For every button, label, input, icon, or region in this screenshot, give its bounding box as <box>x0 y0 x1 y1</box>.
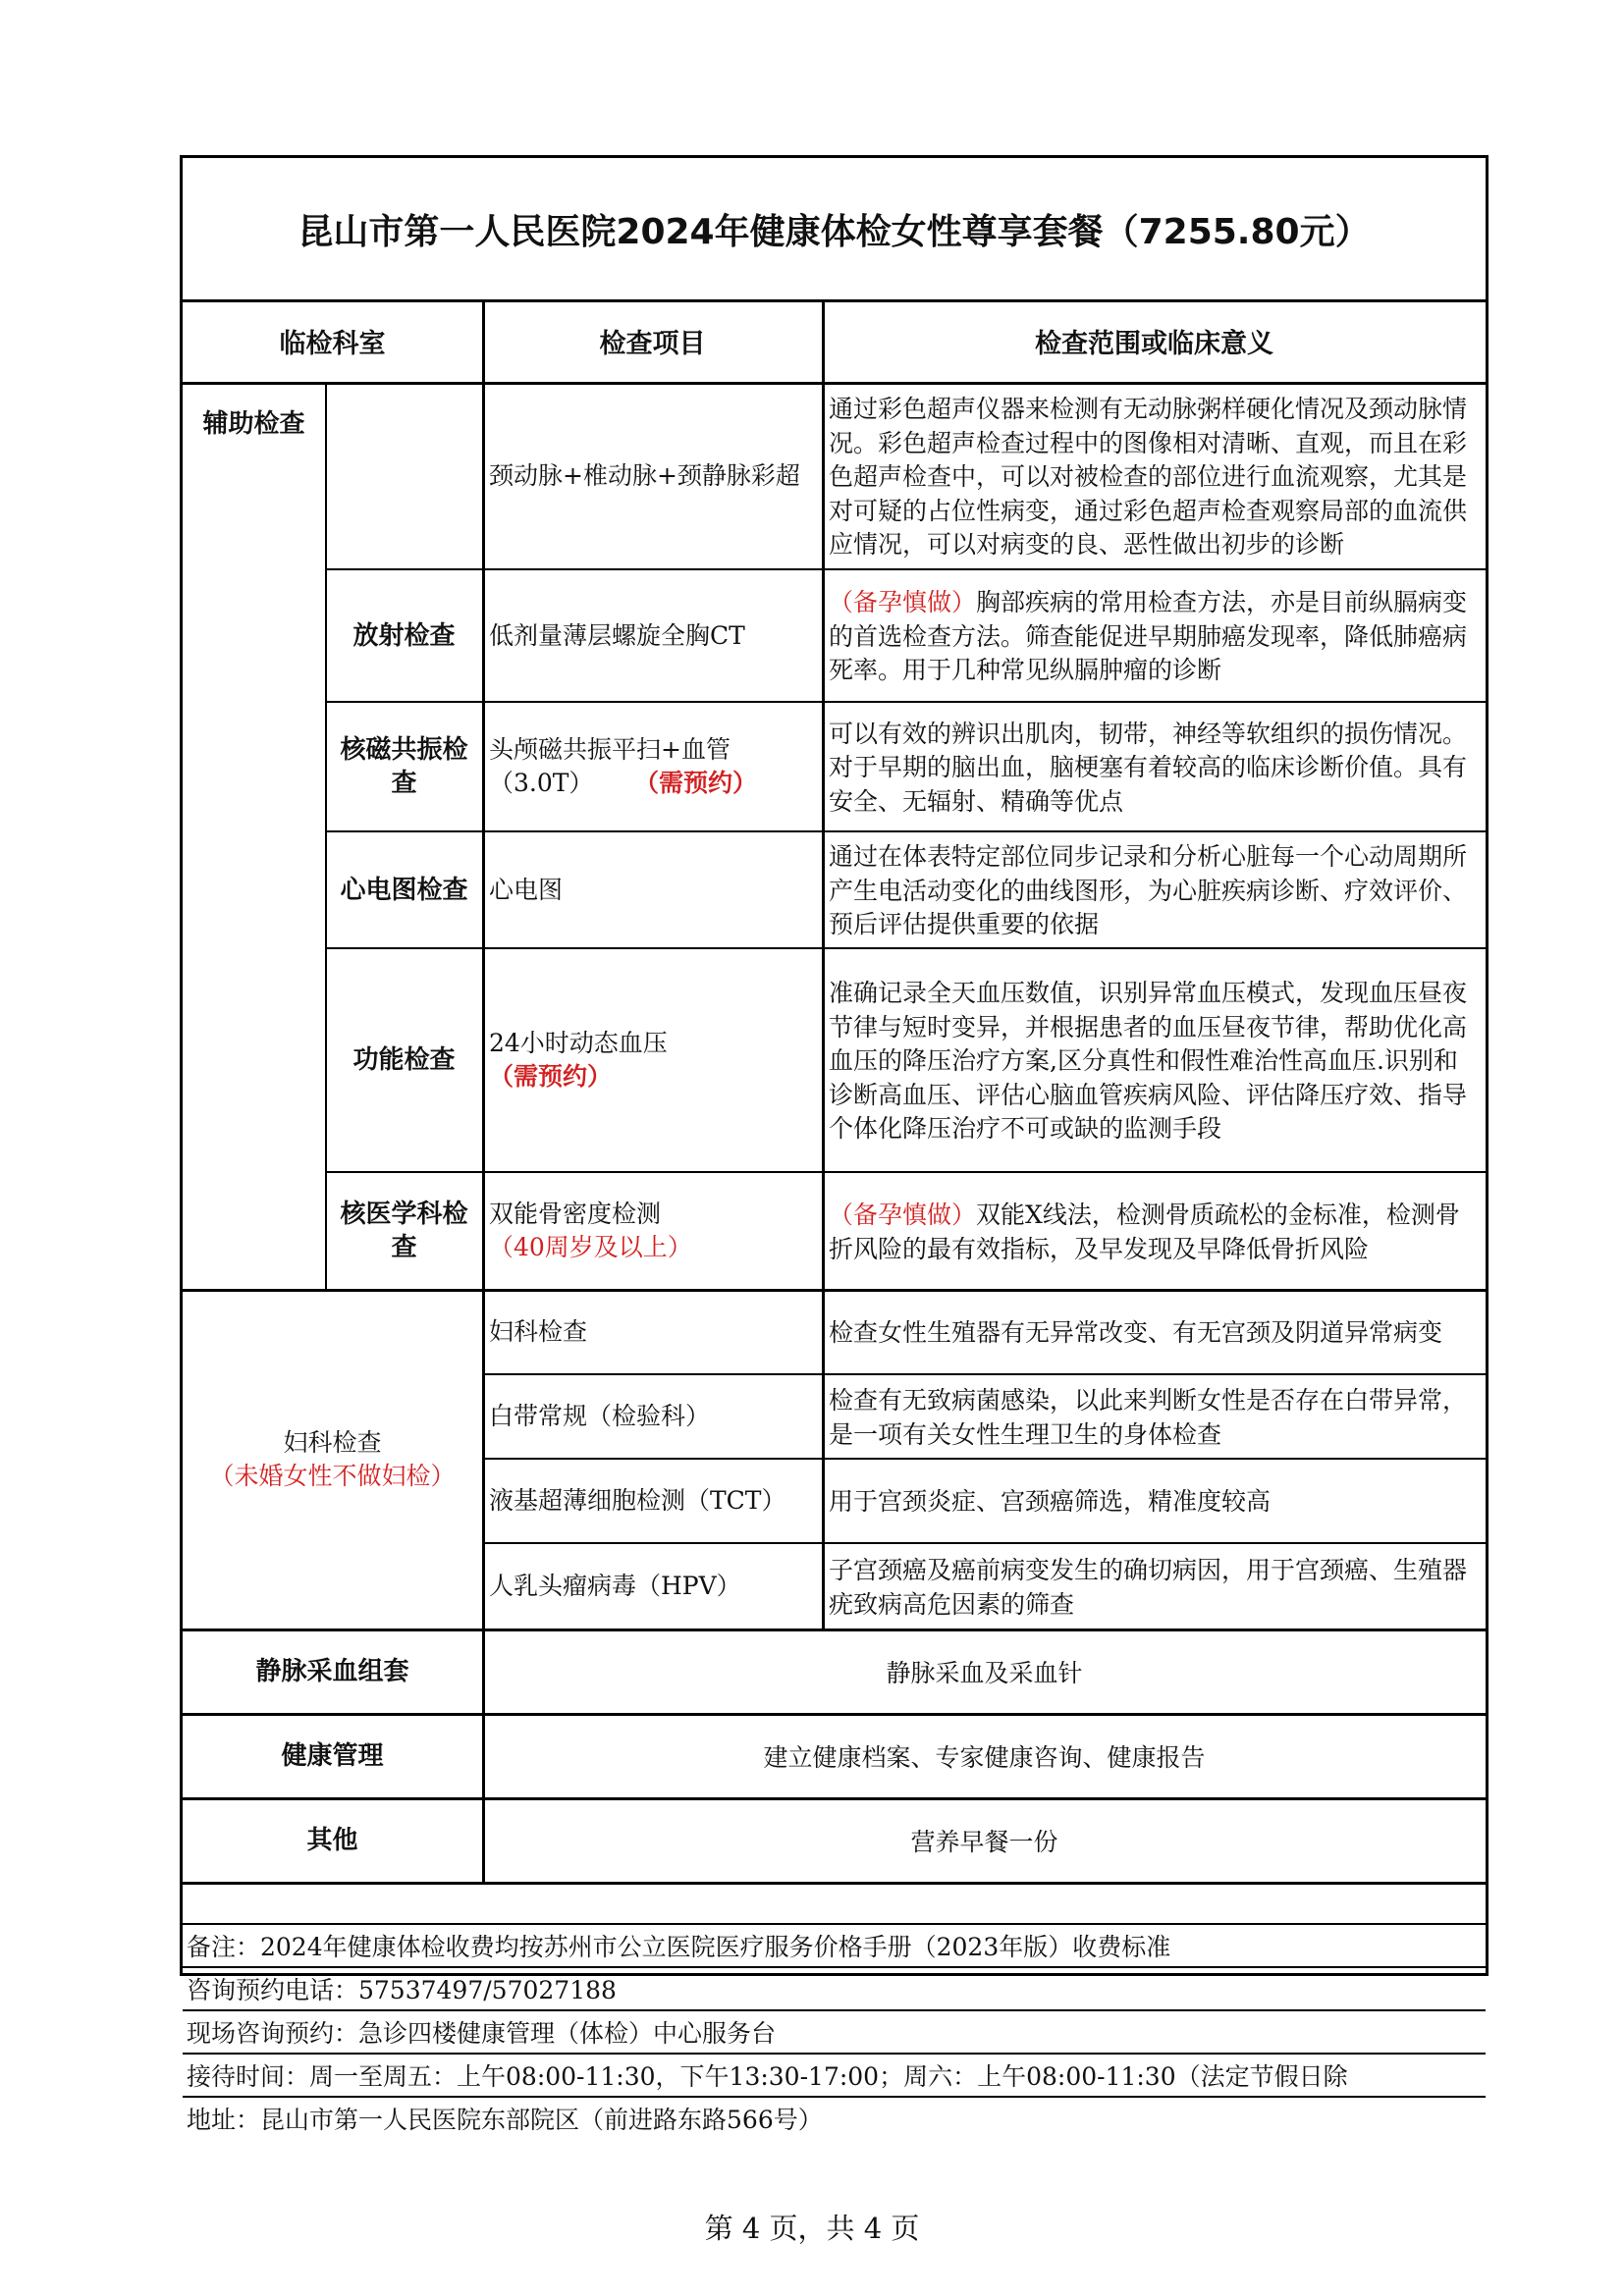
rule <box>325 382 327 1289</box>
content-blood: 静脉采血及采血针 <box>886 1659 1083 1687</box>
desc-text: 子宫颈癌及癌前病变发生的确切病因，用于宫颈癌、生殖器疣致病高危因素的筛查 <box>829 1556 1468 1619</box>
rule <box>325 701 1486 703</box>
rule <box>482 1458 1486 1460</box>
item-name: 心电图 <box>489 875 564 904</box>
desc-text: 用于宫颈炎症、宫颈癌筛选，精准度较高 <box>829 1487 1272 1517</box>
desc-text: 检查女性生殖器有无异常改变、有无宫颈及阴道异常病变 <box>829 1318 1443 1348</box>
desc-cell <box>823 949 1486 1171</box>
desc-cell <box>823 570 1486 701</box>
desc-text: 通过彩色超声仪器来检测有无动脉粥样硬化情况及颈动脉情况。彩色超声检查过程中的图像相对清晰、直观，而且在彩色超声检查中，可以对被检查的部位进行血流观察，尤其是对可疑的占位性病变，通过彩色超声检查观察局部的血流供应情况，可以对病变的良、恶性做出初步的诊断 <box>829 395 1468 560</box>
note-onsite: 现场咨询预约：急诊四楼健康管理（体检）中心服务台 <box>187 2019 777 2048</box>
rule <box>325 1171 1486 1173</box>
item-cell <box>483 1173 822 1289</box>
rule <box>482 1373 1486 1375</box>
item-name: 双能骨密度检测 <box>489 1200 662 1228</box>
dept-blood: 静脉采血组套 <box>255 1657 409 1686</box>
page-number: 第 4 页，共 4 页 <box>704 2212 920 2245</box>
rule <box>183 382 1486 385</box>
header-desc: 检查范围或临床意义 <box>1035 329 1273 359</box>
rule <box>183 1882 1486 1885</box>
desc-text: 双能X线法，检测骨质疏松的金标准，检测骨折风险的最有效指标，及早发现及早降低骨折风险 <box>829 1201 1460 1263</box>
note-phone: 咨询预约电话：57537497/57027188 <box>187 1976 617 2004</box>
content-health-mgmt: 建立健康档案、专家健康咨询、健康报告 <box>763 1743 1206 1772</box>
content-other: 营养早餐一份 <box>910 1828 1058 1856</box>
item-name: 液基超薄细胞检测（TCT） <box>489 1486 786 1515</box>
item-cell <box>483 1291 822 1373</box>
item-name: 颈动脉+椎动脉+颈静脉彩超 <box>489 461 800 490</box>
rule <box>325 830 1486 832</box>
sub-dept-label: 核磁共振检查 <box>340 735 468 798</box>
rule <box>183 299 1486 302</box>
item-name: 头颅磁共振平扫+血管 <box>489 735 731 764</box>
header-item: 检查项目 <box>599 329 706 359</box>
sub-dept-nuclear <box>326 1173 482 1289</box>
appointment-note: （需预约） <box>489 1062 613 1091</box>
sub-dept-function: 功能检查 <box>352 1045 456 1075</box>
desc-text: 胸部疾病的常用检查方法，亦是目前纵膈病变的首选检查方法。筛查能促进早期肺癌发现率，降低肺癌病死率。用于几种常见纵膈肿瘤的诊断 <box>829 588 1468 685</box>
item-cell <box>483 570 822 701</box>
desc-cell <box>823 1460 1486 1542</box>
desc-text: 准确记录全天血压数值，识别异常血压模式，发现血压昼夜节律与短时变异，并根据患者的血压昼夜节律，帮助优化高血压的降压治疗方案,区分真性和假性难治性高血压.识别和诊断高血压、评估心脑血管疾病风险、评估降压疗效、指导个体化降压治疗不可或缺的监测手段 <box>829 979 1468 1144</box>
desc-text: 通过在体表特定部位同步记录和分析心脏每一个心动周期所产生电活动变化的曲线图形，为心脏疾病诊断、疗效评价、预后评估提供重要的依据 <box>829 842 1468 939</box>
item-name: 低剂量薄层螺旋全胸CT <box>489 620 745 650</box>
rule <box>325 568 1486 570</box>
item-name: 24小时动态血压 <box>489 1029 668 1057</box>
sub-dept-radiology: 放射检查 <box>352 620 456 651</box>
rule <box>183 1923 1486 1925</box>
rule <box>482 299 485 1882</box>
item-cell <box>483 949 822 1171</box>
rule <box>183 1289 1486 1292</box>
desc-cell <box>823 703 1486 830</box>
note-hours: 接待时间：周一至周五：上午08:00-11:30，下午13:30-17:00；周六：上午08:00-11:30（法定节假日除 <box>187 2062 1348 2091</box>
rule <box>183 1713 1486 1716</box>
desc-cell <box>823 832 1486 947</box>
section-label-aux: 辅助检查 <box>202 409 305 439</box>
section-label-gyn <box>183 1291 482 1629</box>
gyn-label: 妇科检查 <box>283 1428 382 1457</box>
rule <box>183 2053 1486 2055</box>
rule <box>183 1966 1486 1968</box>
desc-cell <box>823 384 1486 568</box>
item-cell <box>483 1544 822 1629</box>
item-name-cont: （3.0T） （需预约） <box>489 769 757 797</box>
note-address: 地址：昆山市第一人民医院东部院区（前进路东路566号） <box>187 2106 823 2134</box>
rule <box>183 2009 1486 2011</box>
item-cell <box>483 1375 822 1458</box>
item-cell <box>483 703 822 830</box>
age-note: （40周岁及以上） <box>489 1233 692 1261</box>
sub-dept-label: 核医学科检查 <box>340 1200 468 1262</box>
item-name: 人乳头瘤病毒（HPV） <box>489 1572 741 1600</box>
header-dept: 临检科室 <box>279 329 386 359</box>
rule <box>183 2096 1486 2098</box>
item-name: 白带常规（检验科） <box>489 1402 711 1430</box>
dept-other: 其他 <box>306 1826 358 1855</box>
page-title: 昆山市第一人民医院2024年健康体检女性尊享套餐（7255.80元） <box>298 211 1371 252</box>
desc-cell <box>823 1544 1486 1629</box>
sub-dept-ecg: 心电图检查 <box>340 875 468 905</box>
desc-warning: （备孕慎做） <box>829 1201 977 1229</box>
desc-cell <box>823 1173 1486 1289</box>
note-fee-standard: 备注：2024年健康体检收费均按苏州市公立医院医疗服务价格手册（2023年版）收费标准 <box>187 1933 1171 1961</box>
item-cell <box>483 1460 822 1542</box>
gyn-note: （未婚女性不做妇检） <box>209 1462 456 1490</box>
desc-cell <box>823 1375 1486 1458</box>
desc-text: 检查有无致病菌感染，以此来判断女性是否存在白带异常，是一项有关女性生理卫生的身体检查 <box>829 1386 1468 1449</box>
rule <box>822 299 825 1629</box>
rule <box>482 1542 1486 1544</box>
desc-text: 可以有效的辨识出肌肉，韧带，神经等软组织的损伤情况。对于早期的脑出血，脑梗塞有着较高的临床诊断价值。具有安全、无辐射、精确等优点 <box>829 719 1468 816</box>
desc-warning: （备孕慎做） <box>829 588 977 617</box>
dept-health-mgmt: 健康管理 <box>281 1741 384 1771</box>
package-table <box>180 155 1489 2134</box>
item-name: 妇科检查 <box>489 1317 588 1346</box>
sub-dept-mri <box>326 703 482 830</box>
appointment-note: （需预约） <box>646 769 757 797</box>
item-cell <box>483 384 822 568</box>
rule <box>183 1797 1486 1800</box>
item-cell <box>483 832 822 947</box>
rule <box>325 947 1486 949</box>
desc-cell <box>823 1291 1486 1373</box>
rule <box>183 1629 1486 1631</box>
